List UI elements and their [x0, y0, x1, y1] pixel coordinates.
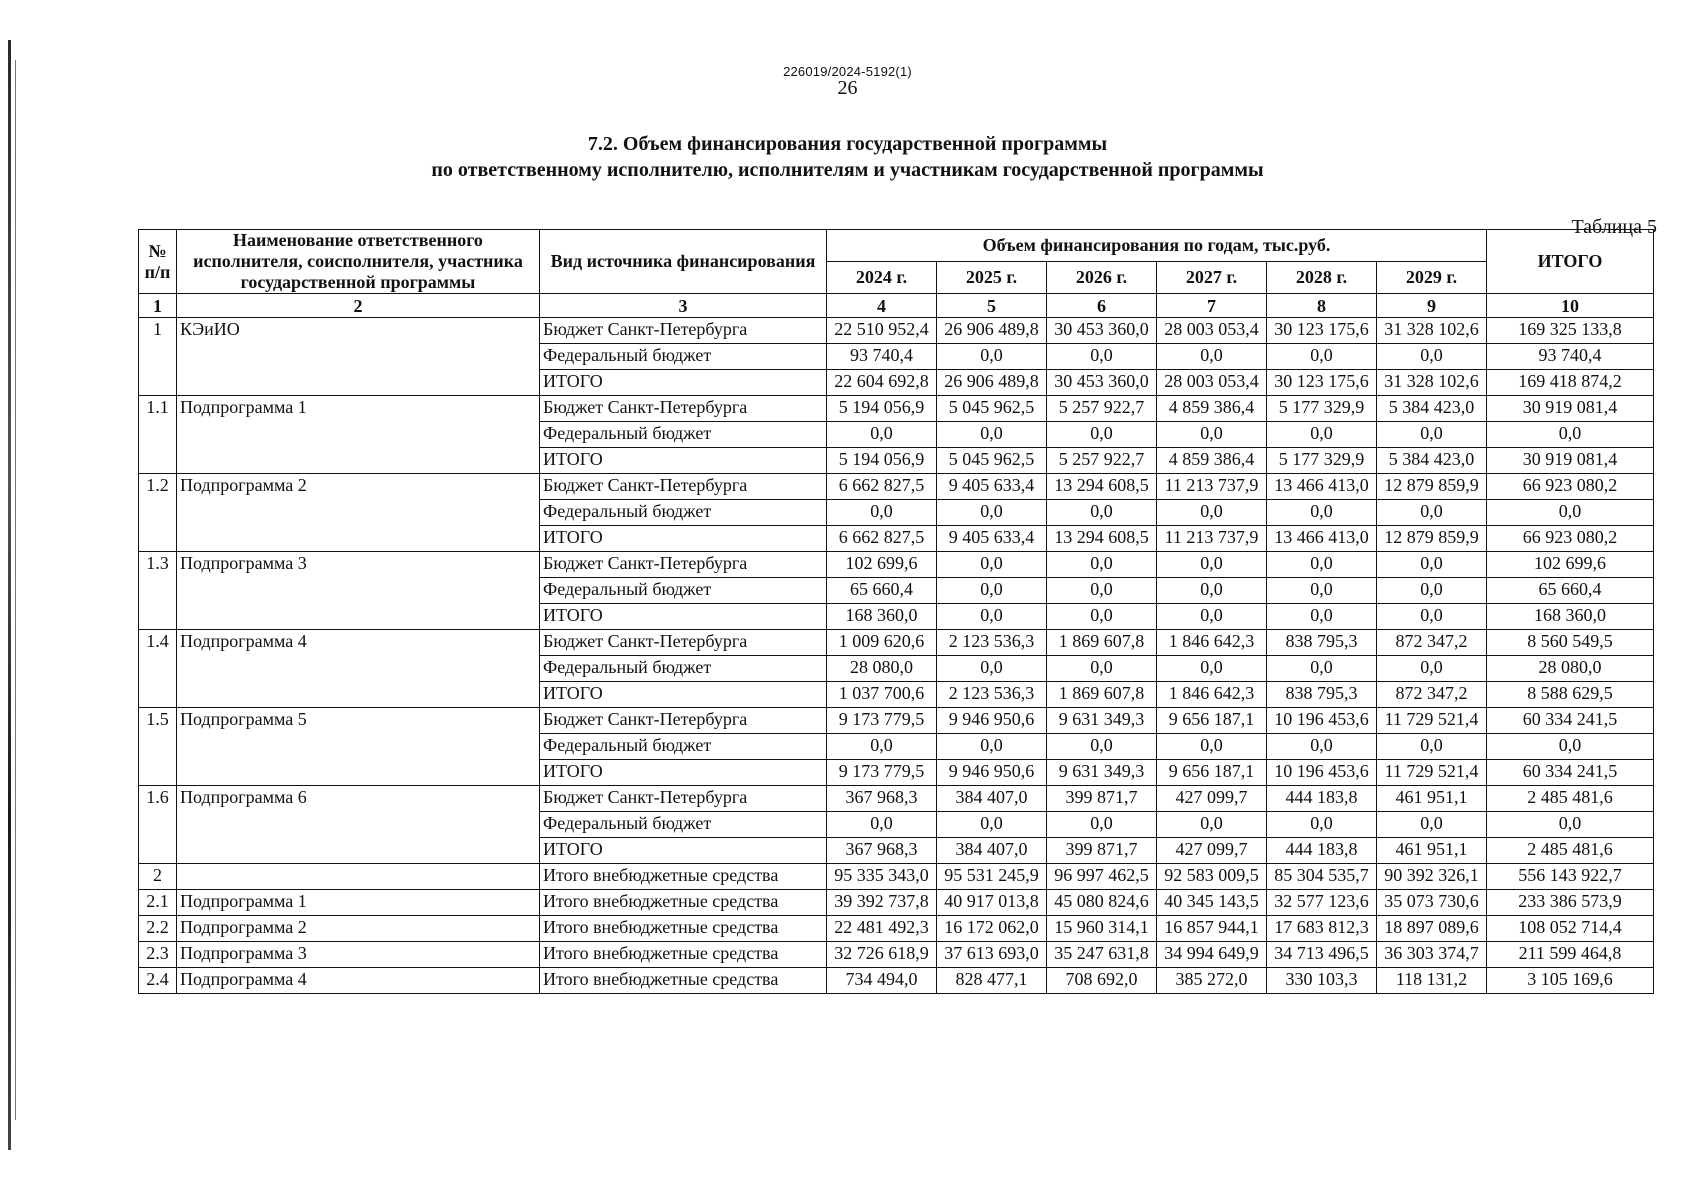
year-value-cell: 22 510 952,4 — [827, 318, 937, 344]
year-value-cell: 5 194 056,9 — [827, 448, 937, 474]
financing-table — [138, 229, 1654, 994]
year-value-cell: 28 003 053,4 — [1157, 318, 1267, 344]
source-cell: ИТОГО — [540, 526, 827, 552]
year-value-cell: 13 466 413,0 — [1267, 526, 1377, 552]
year-value-cell: 11 729 521,4 — [1377, 708, 1487, 734]
year-value-cell: 40 345 143,5 — [1157, 890, 1267, 916]
source-cell: Федеральный бюджет — [540, 578, 827, 604]
column-number: 10 — [1487, 294, 1654, 318]
year-value-cell: 85 304 535,7 — [1267, 864, 1377, 890]
year-value-cell: 32 577 123,6 — [1267, 890, 1377, 916]
year-value-cell: 0,0 — [937, 656, 1047, 682]
year-value-cell: 28 003 053,4 — [1157, 370, 1267, 396]
year-value-cell: 10 196 453,6 — [1267, 708, 1377, 734]
year-value-cell: 0,0 — [1157, 344, 1267, 370]
year-value-cell: 31 328 102,6 — [1377, 318, 1487, 344]
row-number-cell: 1.1 — [139, 396, 177, 474]
year-value-cell: 1 009 620,6 — [827, 630, 937, 656]
executor-name-cell: Подпрограмма 6 — [177, 786, 540, 864]
column-number: 3 — [540, 294, 827, 318]
year-value-cell: 13 294 608,5 — [1047, 474, 1157, 500]
col-header-total: ИТОГО — [1487, 230, 1654, 294]
year-value-cell: 90 392 326,1 — [1377, 864, 1487, 890]
year-value-cell: 16 172 062,0 — [937, 916, 1047, 942]
executor-name-cell: Подпрограмма 3 — [177, 942, 540, 968]
row-number-cell: 1.2 — [139, 474, 177, 552]
source-cell: Федеральный бюджет — [540, 500, 827, 526]
source-cell: Бюджет Санкт-Петербурга — [540, 318, 827, 344]
total-value-cell: 0,0 — [1487, 812, 1654, 838]
year-value-cell: 427 099,7 — [1157, 786, 1267, 812]
year-value-cell: 0,0 — [1267, 422, 1377, 448]
executor-name-cell: Подпрограмма 1 — [177, 396, 540, 474]
row-number-cell: 2 — [139, 864, 177, 890]
year-value-cell: 0,0 — [937, 734, 1047, 760]
total-value-cell: 93 740,4 — [1487, 344, 1654, 370]
year-value-cell: 838 795,3 — [1267, 682, 1377, 708]
source-cell: Бюджет Санкт-Петербурга — [540, 708, 827, 734]
row-number-cell: 2.1 — [139, 890, 177, 916]
row-number-cell: 2.3 — [139, 942, 177, 968]
total-value-cell: 169 418 874,2 — [1487, 370, 1654, 396]
column-number: 7 — [1157, 294, 1267, 318]
year-value-cell: 0,0 — [1157, 422, 1267, 448]
year-value-cell: 367 968,3 — [827, 786, 937, 812]
column-number: 5 — [937, 294, 1047, 318]
total-value-cell: 65 660,4 — [1487, 578, 1654, 604]
total-value-cell: 66 923 080,2 — [1487, 526, 1654, 552]
year-value-cell: 0,0 — [1047, 656, 1157, 682]
year-value-cell: 22 481 492,3 — [827, 916, 937, 942]
year-value-cell: 384 407,0 — [937, 838, 1047, 864]
column-number: 1 — [139, 294, 177, 318]
source-cell: Федеральный бюджет — [540, 734, 827, 760]
year-value-cell: 838 795,3 — [1267, 630, 1377, 656]
year-value-cell: 5 045 962,5 — [937, 396, 1047, 422]
year-value-cell: 0,0 — [1047, 552, 1157, 578]
source-cell: ИТОГО — [540, 604, 827, 630]
year-value-cell: 367 968,3 — [827, 838, 937, 864]
total-value-cell: 108 052 714,4 — [1487, 916, 1654, 942]
year-value-cell: 461 951,1 — [1377, 786, 1487, 812]
year-value-cell: 1 846 642,3 — [1157, 682, 1267, 708]
year-value-cell: 0,0 — [1047, 500, 1157, 526]
year-value-cell: 0,0 — [1047, 734, 1157, 760]
source-cell: ИТОГО — [540, 448, 827, 474]
col-header-year: 2026 г. — [1047, 262, 1157, 294]
source-cell: ИТОГО — [540, 682, 827, 708]
total-value-cell: 556 143 922,7 — [1487, 864, 1654, 890]
source-cell: ИТОГО — [540, 838, 827, 864]
source-cell: Федеральный бюджет — [540, 422, 827, 448]
year-value-cell: 0,0 — [1047, 604, 1157, 630]
year-value-cell: 31 328 102,6 — [1377, 370, 1487, 396]
year-value-cell: 9 656 187,1 — [1157, 760, 1267, 786]
column-number: 9 — [1377, 294, 1487, 318]
year-value-cell: 0,0 — [937, 344, 1047, 370]
source-cell: Федеральный бюджет — [540, 812, 827, 838]
year-value-cell: 168 360,0 — [827, 604, 937, 630]
year-value-cell: 6 662 827,5 — [827, 474, 937, 500]
table-body — [139, 318, 1654, 994]
table-row — [139, 916, 1654, 942]
year-value-cell: 0,0 — [937, 500, 1047, 526]
year-value-cell: 45 080 824,6 — [1047, 890, 1157, 916]
source-cell: Бюджет Санкт-Петербурга — [540, 786, 827, 812]
year-value-cell: 11 213 737,9 — [1157, 474, 1267, 500]
col-header-year: 2027 г. — [1157, 262, 1267, 294]
year-value-cell: 0,0 — [827, 500, 937, 526]
year-value-cell: 9 656 187,1 — [1157, 708, 1267, 734]
year-value-cell: 0,0 — [1267, 812, 1377, 838]
year-value-cell: 330 103,3 — [1267, 968, 1377, 994]
year-value-cell: 384 407,0 — [937, 786, 1047, 812]
year-value-cell: 32 726 618,9 — [827, 942, 937, 968]
year-value-cell: 95 335 343,0 — [827, 864, 937, 890]
total-value-cell: 2 485 481,6 — [1487, 786, 1654, 812]
year-value-cell: 5 194 056,9 — [827, 396, 937, 422]
year-value-cell: 13 466 413,0 — [1267, 474, 1377, 500]
total-value-cell: 8 560 549,5 — [1487, 630, 1654, 656]
column-number: 8 — [1267, 294, 1377, 318]
year-value-cell: 2 123 536,3 — [937, 630, 1047, 656]
source-cell: Итого внебюджетные средства — [540, 942, 827, 968]
total-value-cell: 0,0 — [1487, 500, 1654, 526]
year-value-cell: 30 453 360,0 — [1047, 370, 1157, 396]
executor-name-cell: Подпрограмма 2 — [177, 474, 540, 552]
year-value-cell: 0,0 — [1267, 552, 1377, 578]
year-value-cell: 5 384 423,0 — [1377, 448, 1487, 474]
document-id: 226019/2024-5192(1) — [783, 64, 912, 79]
year-value-cell: 11 213 737,9 — [1157, 526, 1267, 552]
year-value-cell: 9 173 779,5 — [827, 760, 937, 786]
source-cell: Бюджет Санкт-Петербурга — [540, 552, 827, 578]
year-value-cell: 872 347,2 — [1377, 630, 1487, 656]
year-value-cell: 95 531 245,9 — [937, 864, 1047, 890]
year-value-cell: 9 946 950,6 — [937, 760, 1047, 786]
year-value-cell: 35 073 730,6 — [1377, 890, 1487, 916]
year-value-cell: 15 960 314,1 — [1047, 916, 1157, 942]
year-value-cell: 10 196 453,6 — [1267, 760, 1377, 786]
total-value-cell: 28 080,0 — [1487, 656, 1654, 682]
year-value-cell: 96 997 462,5 — [1047, 864, 1157, 890]
year-value-cell: 12 879 859,9 — [1377, 474, 1487, 500]
year-value-cell: 17 683 812,3 — [1267, 916, 1377, 942]
year-value-cell: 0,0 — [1377, 344, 1487, 370]
year-value-cell: 828 477,1 — [937, 968, 1047, 994]
page-number: 26 — [837, 77, 858, 99]
year-value-cell: 0,0 — [1267, 604, 1377, 630]
year-value-cell: 92 583 009,5 — [1157, 864, 1267, 890]
total-value-cell: 233 386 573,9 — [1487, 890, 1654, 916]
year-value-cell: 0,0 — [1157, 812, 1267, 838]
scan-edge-shadow — [8, 40, 11, 1150]
year-value-cell: 0,0 — [937, 422, 1047, 448]
column-number: 6 — [1047, 294, 1157, 318]
scan-edge-line — [15, 60, 16, 1120]
row-number-cell: 2.4 — [139, 968, 177, 994]
year-value-cell: 0,0 — [1157, 552, 1267, 578]
year-value-cell: 399 871,7 — [1047, 838, 1157, 864]
table-header — [139, 230, 1654, 318]
year-value-cell: 0,0 — [1157, 578, 1267, 604]
year-value-cell: 30 453 360,0 — [1047, 318, 1157, 344]
year-value-cell: 11 729 521,4 — [1377, 760, 1487, 786]
year-value-cell: 39 392 737,8 — [827, 890, 937, 916]
year-value-cell: 444 183,8 — [1267, 838, 1377, 864]
year-value-cell: 16 857 944,1 — [1157, 916, 1267, 942]
year-value-cell: 0,0 — [1377, 578, 1487, 604]
year-value-cell: 9 173 779,5 — [827, 708, 937, 734]
year-value-cell: 37 613 693,0 — [937, 942, 1047, 968]
title-line-2: по ответственному исполнителю, исполнителям и участникам государственной программы — [431, 159, 1264, 181]
year-value-cell: 0,0 — [1377, 552, 1487, 578]
total-value-cell: 169 325 133,8 — [1487, 318, 1654, 344]
table-row — [139, 396, 1654, 422]
row-number-cell: 1.3 — [139, 552, 177, 630]
year-value-cell: 9 631 349,3 — [1047, 760, 1157, 786]
year-value-cell: 461 951,1 — [1377, 838, 1487, 864]
source-cell: Бюджет Санкт-Петербурга — [540, 630, 827, 656]
year-value-cell: 36 303 374,7 — [1377, 942, 1487, 968]
year-value-cell: 5 384 423,0 — [1377, 396, 1487, 422]
page-title — [0, 131, 1695, 183]
year-value-cell: 18 897 089,6 — [1377, 916, 1487, 942]
total-value-cell: 66 923 080,2 — [1487, 474, 1654, 500]
executor-name-cell: Подпрограмма 2 — [177, 916, 540, 942]
year-value-cell: 30 123 175,6 — [1267, 370, 1377, 396]
year-value-cell: 0,0 — [1047, 812, 1157, 838]
table-label: Таблица 5 — [1571, 216, 1657, 238]
row-number-cell: 1 — [139, 318, 177, 396]
table-row — [139, 318, 1654, 344]
year-value-cell: 9 405 633,4 — [937, 526, 1047, 552]
year-value-cell: 34 994 649,9 — [1157, 942, 1267, 968]
source-cell: Итого внебюджетные средства — [540, 968, 827, 994]
table-row — [139, 474, 1654, 500]
col-header-source: Вид источника финансирования — [540, 230, 827, 294]
year-value-cell: 0,0 — [1047, 422, 1157, 448]
year-value-cell: 5 177 329,9 — [1267, 448, 1377, 474]
year-value-cell: 26 906 489,8 — [937, 370, 1047, 396]
year-value-cell: 0,0 — [1157, 500, 1267, 526]
year-value-cell: 0,0 — [1157, 604, 1267, 630]
year-value-cell: 734 494,0 — [827, 968, 937, 994]
col-header-num: № п/п — [139, 230, 177, 294]
year-value-cell: 444 183,8 — [1267, 786, 1377, 812]
total-value-cell: 0,0 — [1487, 734, 1654, 760]
source-cell: Федеральный бюджет — [540, 656, 827, 682]
year-value-cell: 40 917 013,8 — [937, 890, 1047, 916]
year-value-cell: 0,0 — [1047, 344, 1157, 370]
year-value-cell: 0,0 — [1267, 734, 1377, 760]
year-value-cell: 102 699,6 — [827, 552, 937, 578]
executor-name-cell: Подпрограмма 3 — [177, 552, 540, 630]
total-value-cell: 60 334 241,5 — [1487, 760, 1654, 786]
year-value-cell: 0,0 — [827, 734, 937, 760]
year-value-cell: 385 272,0 — [1157, 968, 1267, 994]
year-value-cell: 30 123 175,6 — [1267, 318, 1377, 344]
year-value-cell: 427 099,7 — [1157, 838, 1267, 864]
executor-name-cell: Подпрограмма 1 — [177, 890, 540, 916]
year-value-cell: 872 347,2 — [1377, 682, 1487, 708]
col-header-years-group: Объем финансирования по годам, тыс.руб. — [827, 230, 1487, 262]
year-value-cell: 5 045 962,5 — [937, 448, 1047, 474]
year-value-cell: 0,0 — [1377, 500, 1487, 526]
executor-name-cell: Подпрограмма 5 — [177, 708, 540, 786]
total-value-cell: 8 588 629,5 — [1487, 682, 1654, 708]
year-value-cell: 34 713 496,5 — [1267, 942, 1377, 968]
row-number-cell: 1.4 — [139, 630, 177, 708]
year-value-cell: 26 906 489,8 — [937, 318, 1047, 344]
table-row — [139, 890, 1654, 916]
year-value-cell: 0,0 — [1267, 578, 1377, 604]
total-value-cell: 211 599 464,8 — [1487, 942, 1654, 968]
table-row — [139, 864, 1654, 890]
year-value-cell: 0,0 — [1377, 656, 1487, 682]
year-value-cell: 0,0 — [1267, 500, 1377, 526]
year-value-cell: 22 604 692,8 — [827, 370, 937, 396]
source-cell: Федеральный бюджет — [540, 344, 827, 370]
source-cell: ИТОГО — [540, 370, 827, 396]
year-value-cell: 1 869 607,8 — [1047, 682, 1157, 708]
year-value-cell: 0,0 — [937, 552, 1047, 578]
table-row — [139, 942, 1654, 968]
table-row — [139, 552, 1654, 578]
column-numbers-row — [139, 294, 1654, 318]
year-value-cell: 0,0 — [937, 812, 1047, 838]
year-value-cell: 0,0 — [1157, 734, 1267, 760]
source-cell: Бюджет Санкт-Петербурга — [540, 474, 827, 500]
col-header-year: 2024 г. — [827, 262, 937, 294]
year-value-cell: 2 123 536,3 — [937, 682, 1047, 708]
total-value-cell: 30 919 081,4 — [1487, 448, 1654, 474]
year-value-cell: 0,0 — [827, 812, 937, 838]
year-value-cell: 1 846 642,3 — [1157, 630, 1267, 656]
col-header-name: Наименование ответственного исполнителя, соисполнителя, участника государственной программы — [177, 230, 540, 294]
year-value-cell: 0,0 — [827, 422, 937, 448]
year-value-cell: 6 662 827,5 — [827, 526, 937, 552]
total-value-cell: 3 105 169,6 — [1487, 968, 1654, 994]
column-number: 2 — [177, 294, 540, 318]
col-header-year: 2025 г. — [937, 262, 1047, 294]
year-value-cell: 65 660,4 — [827, 578, 937, 604]
source-cell: Итого внебюджетные средства — [540, 916, 827, 942]
year-value-cell: 0,0 — [1157, 656, 1267, 682]
row-number-cell: 2.2 — [139, 916, 177, 942]
total-value-cell: 60 334 241,5 — [1487, 708, 1654, 734]
total-value-cell: 30 919 081,4 — [1487, 396, 1654, 422]
year-value-cell: 0,0 — [1377, 604, 1487, 630]
year-value-cell: 28 080,0 — [827, 656, 937, 682]
year-value-cell: 0,0 — [1377, 422, 1487, 448]
column-number: 4 — [827, 294, 937, 318]
table-row — [139, 968, 1654, 994]
source-cell: Бюджет Санкт-Петербурга — [540, 396, 827, 422]
total-value-cell: 102 699,6 — [1487, 552, 1654, 578]
year-value-cell: 399 871,7 — [1047, 786, 1157, 812]
year-value-cell: 0,0 — [1267, 344, 1377, 370]
year-value-cell: 12 879 859,9 — [1377, 526, 1487, 552]
source-cell: Итого внебюджетные средства — [540, 864, 827, 890]
year-value-cell: 5 177 329,9 — [1267, 396, 1377, 422]
year-value-cell: 0,0 — [937, 578, 1047, 604]
executor-name-cell: Подпрограмма 4 — [177, 968, 540, 994]
year-value-cell: 0,0 — [937, 604, 1047, 630]
year-value-cell: 1 037 700,6 — [827, 682, 937, 708]
year-value-cell: 13 294 608,5 — [1047, 526, 1157, 552]
total-value-cell: 168 360,0 — [1487, 604, 1654, 630]
year-value-cell: 35 247 631,8 — [1047, 942, 1157, 968]
year-value-cell: 1 869 607,8 — [1047, 630, 1157, 656]
source-cell: Итого внебюджетные средства — [540, 890, 827, 916]
year-value-cell: 9 946 950,6 — [937, 708, 1047, 734]
col-header-year: 2029 г. — [1377, 262, 1487, 294]
table-row — [139, 630, 1654, 656]
table-row — [139, 708, 1654, 734]
year-value-cell: 0,0 — [1267, 656, 1377, 682]
executor-name-cell — [177, 864, 540, 890]
year-value-cell: 9 405 633,4 — [937, 474, 1047, 500]
source-cell: ИТОГО — [540, 760, 827, 786]
year-value-cell: 708 692,0 — [1047, 968, 1157, 994]
row-number-cell: 1.6 — [139, 786, 177, 864]
title-line-1: 7.2. Объем финансирования государственной программы — [587, 133, 1108, 155]
table-row — [139, 786, 1654, 812]
year-value-cell: 5 257 922,7 — [1047, 396, 1157, 422]
year-value-cell: 9 631 349,3 — [1047, 708, 1157, 734]
executor-name-cell: Подпрограмма 4 — [177, 630, 540, 708]
total-value-cell: 2 485 481,6 — [1487, 838, 1654, 864]
year-value-cell: 0,0 — [1377, 812, 1487, 838]
year-value-cell: 5 257 922,7 — [1047, 448, 1157, 474]
col-header-year: 2028 г. — [1267, 262, 1377, 294]
year-value-cell: 4 859 386,4 — [1157, 448, 1267, 474]
year-value-cell: 0,0 — [1047, 578, 1157, 604]
year-value-cell: 93 740,4 — [827, 344, 937, 370]
year-value-cell: 118 131,2 — [1377, 968, 1487, 994]
total-value-cell: 0,0 — [1487, 422, 1654, 448]
year-value-cell: 4 859 386,4 — [1157, 396, 1267, 422]
executor-name-cell: КЭиИО — [177, 318, 540, 396]
year-value-cell: 0,0 — [1377, 734, 1487, 760]
row-number-cell: 1.5 — [139, 708, 177, 786]
